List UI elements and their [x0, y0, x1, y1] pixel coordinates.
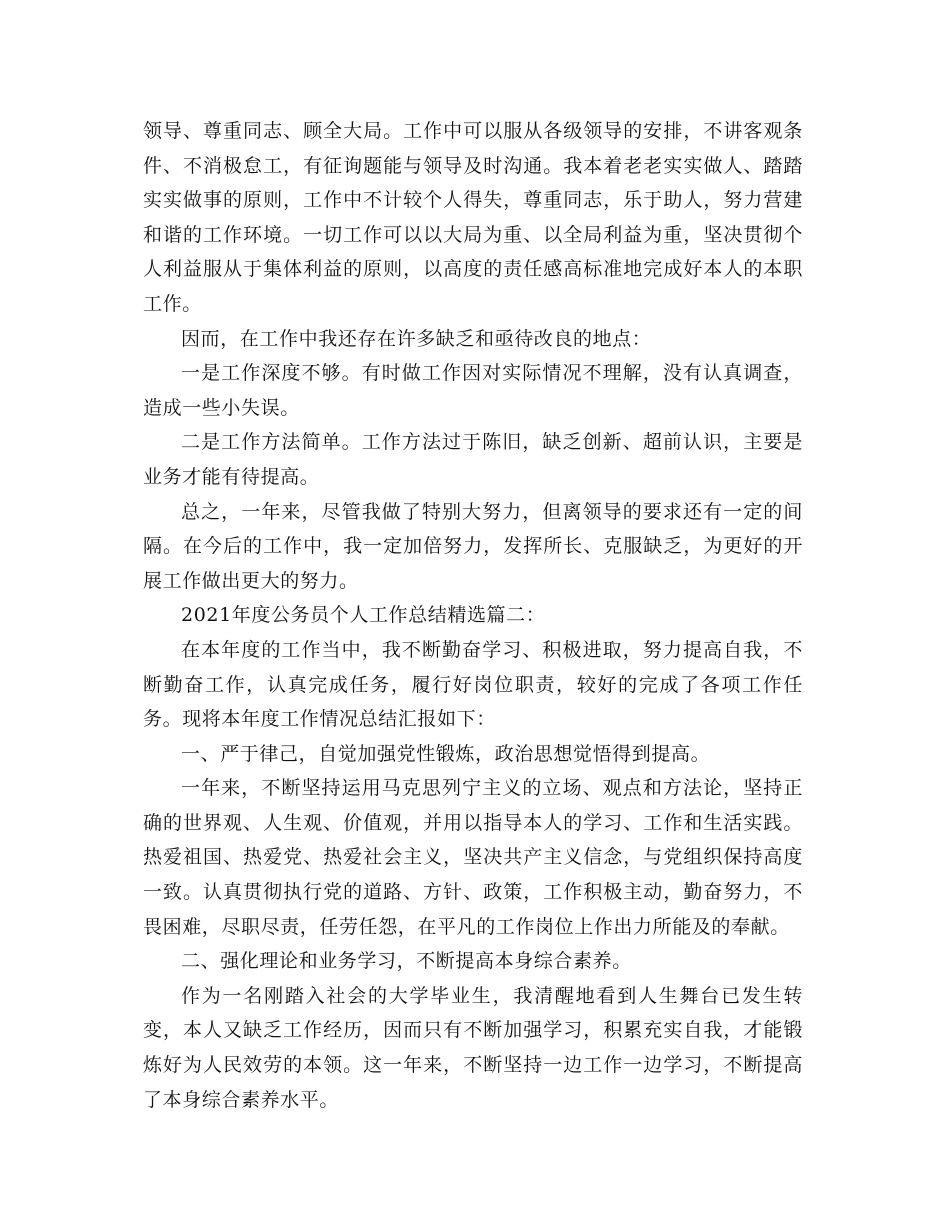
- subheading-2: 二、强化理论和业务学习，不断提高本身综合素养。: [181, 950, 632, 973]
- paragraph-7: 在本年度的工作当中，我不断勤奋学习、积极进取，努力提高自我，不断勤奋工作，认真完成任务，履行好岗位职责，较好的完成了各项工作任务。现将本年度工作情况总结汇报如下：: [143, 638, 803, 731]
- paragraph-2: 因而，在工作中我还存在许多缺乏和亟待改良的地点：: [181, 327, 652, 350]
- subheading-1: 一、严于律己，自觉加强党性锻炼，政治思想觉悟得到提高。: [181, 742, 711, 765]
- paragraph-11: 作为一名刚踏入社会的大学毕业生，我清醒地看到人生舞台已发生转变，本人又缺乏工作经历，因而只有不断加强学习，积累充实自我，才能锻炼好为人民效劳的本领。这一年来，不断坚持一边工作一边学习，不断提高了本身综合素养水平。: [143, 984, 803, 1111]
- section-heading-2021: 2021年度公务员个人工作总结精选篇二：: [181, 604, 546, 627]
- paragraph-4: 二是工作方法简单。工作方法过于陈旧，缺乏创新、超前认识，主要是业务才能有待提高。: [143, 431, 803, 488]
- paragraph-1: 领导、尊重同志、顾全大局。工作中可以服从各级领导的安排，不讲客观条件、不消极怠工，有征询题能与领导及时沟通。我本着老老实实做人、踏踏实实做事的原则，工作中不计较个人得失，尊重同志，乐于助人，努力营建和谐的工作环境。一切工作可以以大局为重、以全局利益为重，坚决贯彻个人利益服从于集体利益的原则，以高度的责任感高标准地完成好本人的本职工作。: [143, 120, 803, 315]
- paragraph-9: 一年来，不断坚持运用马克思列宁主义的立场、观点和方法论，坚持正确的世界观、人生观、价值观，并用以指导本人的学习、工作和生活实践。热爱祖国、热爱党、热爱社会主义，坚决共产主义信念，与党组织保持高度一致。认真贯彻执行党的道路、方针、政策，工作积极主动，勤奋努力，不畏困难，尽职尽责，任劳任怨，在平凡的工作岗位上作出力所能及的奉献。: [143, 777, 803, 938]
- paragraph-5: 总之，一年来，尽管我做了特别大努力，但离领导的要求还有一定的间隔。在今后的工作中，我一定加倍努力，发挥所长、克服缺乏，为更好的开展工作做出更大的努力。: [143, 500, 803, 592]
- paragraph-3: 一是工作深度不够。有时做工作因对实际情况不理解，没有认真调查，造成一些小失误。: [143, 362, 803, 419]
- document-body: [143, 114, 803, 1117]
